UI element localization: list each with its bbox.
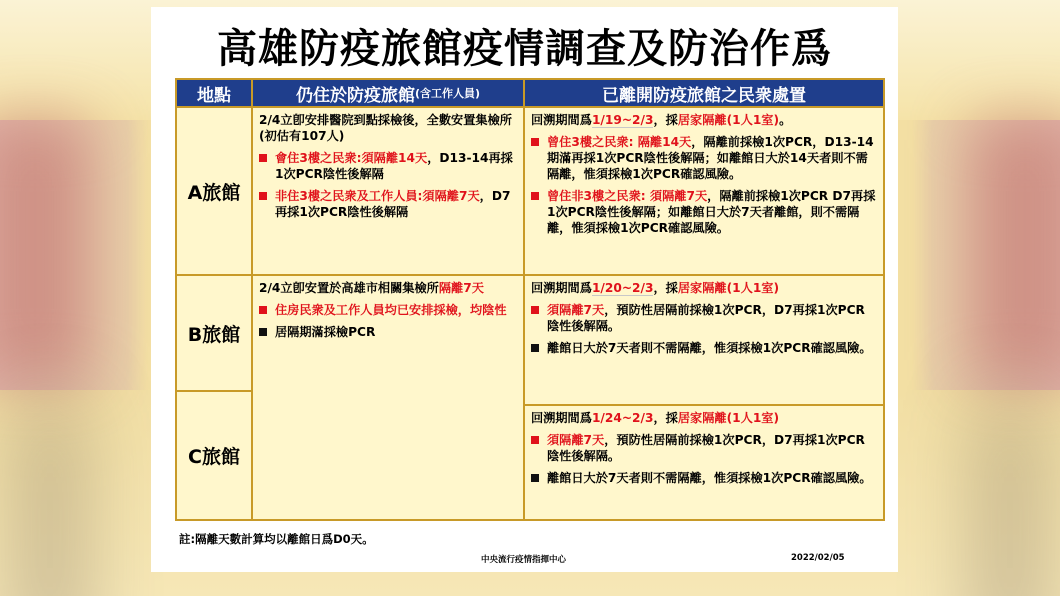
list-item: 曾住非3樓之民衆: 須隔離7天，隔離前採檢1次PCR D7再採1次PCR陰性後解隔；如離館日大於7天者離館，則不需隔離，惟須採檢1次PCR確認風險。 bbox=[531, 188, 877, 236]
list-item: 住房民衆及工作人員均已安排採檢，均陰性 bbox=[259, 302, 517, 318]
list-item: 居隔期滿採檢PCR bbox=[259, 324, 517, 340]
list-item: 須隔離7天，預防性居隔前採檢1次PCR，D7再採1次PCR陰性後解隔。 bbox=[531, 432, 877, 464]
footer-date: 2022/02/05 bbox=[791, 553, 845, 563]
hotel-c-left: 回溯期間爲1/24~2/3，採居家隔離(1人1室) 須隔離7天，預防性居隔前採檢1次PCR，D7再採1次PCR陰性後解隔。 離館日大於7天者則不需隔離，惟須採檢1次PCR確認風險。 bbox=[523, 404, 885, 521]
hotel-bc-staying: 2/4立卽安置於高雄市相關集檢所隔離7天 住房民衆及工作人員均已安排採檢，均陰性 居隔期滿採檢PCR bbox=[251, 274, 525, 521]
list-item: 離館日大於7天者則不需隔離，惟須採檢1次PCR確認風險。 bbox=[531, 340, 877, 356]
hotel-c-label: C旅館 bbox=[175, 390, 253, 521]
footer-source: 中央流行疫情指揮中心 bbox=[481, 555, 567, 565]
hotel-a-label: A旅館 bbox=[175, 106, 253, 276]
hotel-b-label: B旅館 bbox=[175, 274, 253, 392]
list-item: 離館日大於7天者則不需隔離，惟須採檢1次PCR確認風險。 bbox=[531, 470, 877, 486]
slide bbox=[151, 7, 898, 572]
header-staying: 仍住於防疫旅館 (含工作人員) bbox=[251, 78, 525, 108]
info-table bbox=[175, 78, 885, 530]
a-left-period: 回溯期間爲1/19~2/3，採居家隔離(1人1室)。 bbox=[531, 113, 792, 127]
hotel-a-left bbox=[523, 106, 885, 276]
hotel-a-staying: 2/4立卽安排醫院到點採檢後，全數安置集檢所(初估有107人) 會住3樓之民衆:須隔離14天，D13-14再採1次PCR陰性後解隔 非住3樓之民衆及工作人員:須隔離7天，D7再採1次PCR陰性後解隔 bbox=[251, 106, 525, 276]
list-item: 須隔離7天，預防性居隔前採檢1次PCR，D7再採1次PCR陰性後解隔。 bbox=[531, 302, 877, 334]
hotel-b-left: 回溯期間爲1/20~2/3，採居家隔離(1人1室) 須隔離7天，預防性居隔前採檢1次PCR，D7再採1次PCR陰性後解隔。 離館日大於7天者則不需隔離，惟須採檢1次PCR確認風險。 bbox=[523, 274, 885, 406]
list-item: 曾住3樓之民衆: 隔離14天，隔離前採檢1次PCR，D13-14期滿再採1次PCR陰性後解隔；如離館日大於14天者則不需隔離，惟須採檢1次PCR確認風險。 bbox=[531, 134, 877, 182]
header-left: 已離開防疫旅館之民衆處置 bbox=[523, 78, 885, 108]
list-item: 會住3樓之民衆:須隔離14天，D13-14再採1次PCR陰性後解隔 bbox=[259, 150, 517, 182]
list-item: 非住3樓之民衆及工作人員:須隔離7天，D7再採1次PCR陰性後解隔 bbox=[259, 188, 517, 220]
page-title: 高雄防疫旅館疫情調查及防治作爲 bbox=[217, 26, 832, 72]
header-location: 地點 bbox=[175, 78, 253, 108]
footer-note: 註:隔離天數計算均以離館日爲D0天。 bbox=[179, 532, 374, 546]
